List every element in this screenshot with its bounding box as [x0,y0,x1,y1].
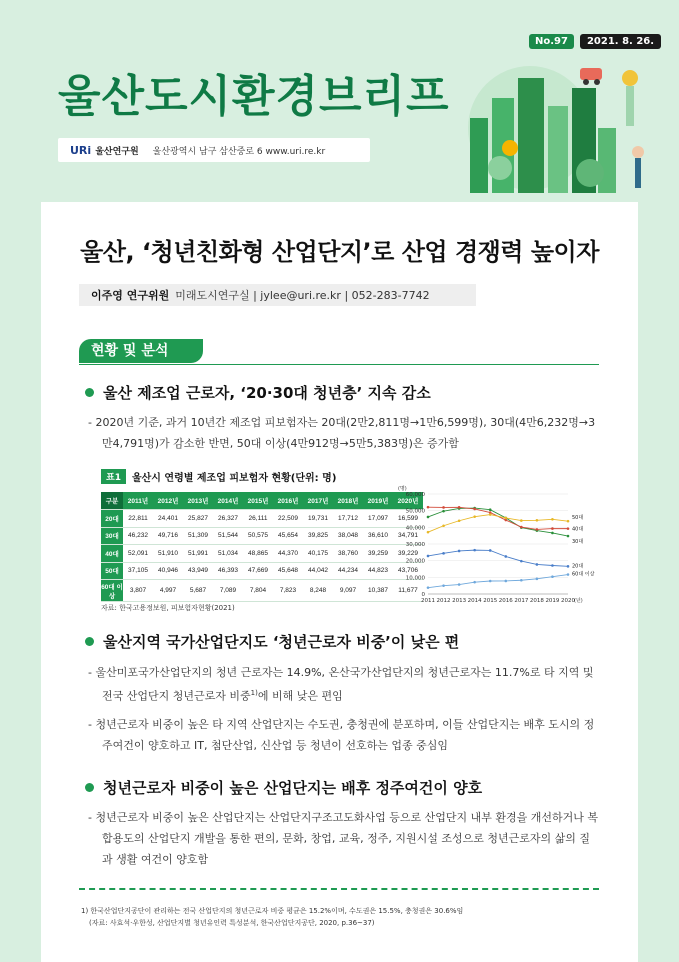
org-address: 울산광역시 남구 삼산중로 6 www.uri.re.kr [152,146,326,157]
chart-point [427,586,430,589]
chart-xtick-label: 2020 [561,598,575,604]
paragraph-1: - 2020년 기준, 과거 10년간 제조업 피보험자는 20대(2만2,811명→1만6,599명), 30대(4만6,232명→3만4,791명)가 감소한 반면, 50대 이상(4만912명→5만5,383명)은 증가함 [88,416,596,450]
bullet-heading-2 [85,631,459,652]
paragraph-2a [88,662,600,707]
chart-ytick-label: 60,000 [405,492,425,498]
footnote-line-2: (자료: 사효석·우한성, 산업단지별 청년유인력 특성분석, 한국산업단지공단, 2020, p.36~37) [89,919,375,927]
table-cell: 38,760 [333,545,363,563]
chart-ytick-label: 40,000 [405,525,425,532]
brief-title: 울산도시환경브리프 [58,71,450,122]
table-cell: 51,309 [183,527,213,545]
chart-point [427,506,430,509]
table-header-year: 2017년 [303,492,333,510]
chart-series-label: 50대 [572,515,584,522]
table-cell: 22,509 [273,510,303,528]
table-cell: 19,731 [303,510,333,528]
issue-date-badge: 2021. 8. 26. [580,34,661,49]
chart-point [520,560,523,563]
chart-point [567,527,570,530]
chart-point [473,508,476,511]
data-table [101,492,423,602]
bullet-heading-1-text: 울산 제조업 근로자, ‘20·30대 청년층’ 지속 감소 [103,384,431,402]
chart-xtick-label: 2014 [467,598,482,604]
table-cell: 36,610 [363,527,393,545]
table-cell: 39,229 [393,545,423,563]
table-cell: 43,706 [393,562,423,580]
table-row-header: 40대 [101,545,123,563]
chart-ytick-label: 0 [421,592,425,598]
chart-point [567,520,570,523]
table-cell: 25,827 [183,510,213,528]
table-header-year: 2014년 [213,492,243,510]
table-row [101,562,423,580]
table-header-year: 2018년 [333,492,363,510]
table-header-year: 2015년 [243,492,273,510]
table-cell: 4,997 [153,580,183,602]
chart-point [536,563,539,566]
table-header-year: 2012년 [153,492,183,510]
chart-series-label: 30대 [572,539,584,546]
table-cell: 43,949 [183,562,213,580]
chart-point [536,528,539,531]
chart-ytick-label: 30,000 [405,542,425,548]
table-row [101,580,423,602]
chart-point [473,581,476,584]
table-header-label: 구분 [101,492,123,510]
author-name: 이주영 연구위원 [91,289,170,302]
table-row [101,510,423,528]
chart-ytick-label: 50,000 [405,508,425,515]
chart-point [442,552,445,555]
chart-point [504,580,507,583]
chart-xtick-label: 2019 [545,598,560,604]
footnote-ref: 1) [250,689,258,697]
chart-xtick-label: 2011 [421,598,435,604]
chart-ytick-label: 20,000 [405,558,425,565]
chart-point [442,506,445,509]
paragraph-3: - 청년근로자 비중이 높은 산업단지는 산업단지구조고도화사업 등으로 산업단지 내부 환경을 개선하거나 복합용도의 산업단지 개발을 통한 편의, 문화, 창업, 교육, 정주, 지원시설 조성으로 청년근로자의 삶의 질과 생활 여건이 양호함 [88,811,598,866]
chart-series-line [428,515,568,533]
chart-xlabel-suffix: (년) [574,598,583,604]
chart-ylabel: (명) [398,486,407,492]
article-headline: 울산, ‘청년친화형 산업단지’로 산업 경쟁력 높이자 [80,238,599,266]
table-cell: 46,393 [213,562,243,580]
chart-series-line [428,550,568,566]
table-cell: 38,048 [333,527,363,545]
table-cell: 16,599 [393,510,423,528]
chart-point [551,575,554,578]
chart-series-label: 40대 [572,526,584,533]
chart-point [567,565,570,568]
table-source: 자료: 한국고용정보원, 피보험자현황(2021) [101,604,235,612]
table-cell: 7,089 [213,580,243,602]
table-cell: 44,042 [303,562,333,580]
table-caption-text: 울산시 연령별 제조업 피보험자 현황(단위: 명) [131,473,337,484]
table-row [101,545,423,563]
chart-point [520,526,523,529]
chart-xtick-label: 2017 [514,598,529,604]
table-cell: 22,811 [123,510,153,528]
bullet-heading-2-text: 울산지역 국가산업단지도 ‘청년근로자 비중’이 낮은 편 [103,633,460,651]
chart-point [458,519,461,522]
paragraph-2b: - 청년근로자 비중이 높은 타 지역 산업단지는 수도권, 충청권에 분포하며, 이들 산업단지는 배후 도시의 정주여건이 양호하고 IT, 첨단산업, 신산업 등 청년이 선호하는 업종 중심임 [88,718,595,752]
chart-point [504,517,507,520]
chart-point [567,573,570,576]
table-cell: 48,865 [243,545,273,563]
chart-point [504,555,507,558]
bullet-heading-1 [85,382,431,403]
table-cell: 11,677 [393,580,423,602]
table-cell: 9,097 [333,580,363,602]
table-cell: 51,991 [183,545,213,563]
table-cell: 46,232 [123,527,153,545]
table-header-year: 2019년 [363,492,393,510]
table-cell: 51,910 [153,545,183,563]
table-cell: 44,823 [363,562,393,580]
author-box [79,284,476,306]
chart-point [442,584,445,587]
bullet-heading-3-text: 청년근로자 비중이 높은 산업단지는 배후 정주여건이 양호 [103,779,483,797]
table-cell: 40,946 [153,562,183,580]
issue-badges [529,34,661,49]
chart-point [489,513,492,516]
table-cell: 17,712 [333,510,363,528]
chart-point [536,578,539,581]
table-cell: 45,654 [273,527,303,545]
city-illustration [440,48,660,208]
chart-series-line [428,575,568,588]
table-header-year: 2011년 [123,492,153,510]
table-cell: 3,807 [123,580,153,602]
chart-xtick-label: 2016 [498,598,513,604]
table-label: 표1 [101,469,126,484]
paragraph-2a-end: 에 비해 낮은 편임 [257,689,343,703]
chart-point [427,555,430,558]
table-cell: 49,716 [153,527,183,545]
chart-point [551,518,554,521]
table-cell: 26,111 [243,510,273,528]
document-paper [41,202,638,962]
org-name: 울산연구원 [95,146,139,157]
table-cell: 7,823 [273,580,303,602]
table-header-year: 2016년 [273,492,303,510]
table-cell: 24,401 [153,510,183,528]
chart-point [427,516,430,519]
table-row-header: 50대 [101,562,123,580]
chart-point [427,531,430,534]
footnote-line-1: 1) 한국산업단지공단이 관리하는 전국 산업단지의 청년근로자 비중 평균은 15.2%이며, 수도권은 15.5%, 충청권은 30.6%임 [81,907,464,915]
table-cell: 47,669 [243,562,273,580]
chart-point [473,515,476,518]
table-row-header: 30대 [101,527,123,545]
chart-point [458,550,461,553]
table-cell: 10,387 [363,580,393,602]
table-cell: 39,259 [363,545,393,563]
table-cell: 50,575 [243,527,273,545]
chart-point [520,579,523,582]
table-cell: 17,097 [363,510,393,528]
chart-point [551,527,554,530]
footnote-divider [79,888,599,890]
chart-series-label: 60대 이상 [572,571,595,578]
table-cell: 51,544 [213,527,243,545]
bullet-heading-3 [85,777,482,798]
table-row [101,527,423,545]
chart-series-line [428,508,568,536]
section-title: 현황 및 분석 [79,339,203,363]
issue-number-badge: No.97 [529,34,574,49]
chart-point [551,564,554,567]
table-cell: 34,791 [393,527,423,545]
table-cell: 51,034 [213,545,243,563]
table-cell: 52,091 [123,545,153,563]
chart-point [551,532,554,535]
chart-series-label: 20대 [572,563,584,570]
bullet-dot-icon [85,637,94,646]
chart-point [489,549,492,552]
table-cell: 45,648 [273,562,303,580]
table-cell: 26,327 [213,510,243,528]
table-cell: 40,175 [303,545,333,563]
table-header-year: 2013년 [183,492,213,510]
bullet-dot-icon [85,783,94,792]
chart-point [536,519,539,522]
chart-point [520,519,523,522]
chart-point [489,580,492,583]
author-info: 미래도시연구실 | jylee@uri.re.kr | 052-283-7742 [175,289,430,302]
chart-xtick-label: 2013 [452,598,467,604]
line-chart [390,482,605,610]
footnote [81,905,606,929]
table-cell: 44,370 [273,545,303,563]
paragraph-2a-text: - 울산미포국가산업단지의 청년 근로자는 14.9%, 온산국가산업단지의 청년근로자는 11.7%로 타 지역 및 전국 산업단지 청년근로자 비중 [88,666,594,703]
table-cell: 8,248 [303,580,333,602]
org-logo: URi [70,143,92,157]
chart-point [567,535,570,538]
table-cell: 39,825 [303,527,333,545]
chart-xtick-label: 2015 [483,598,498,604]
table-cell: 37,105 [123,562,153,580]
chart-ytick-label: 10,000 [405,575,425,582]
table-cell: 7,804 [243,580,273,602]
bullet-dot-icon [85,388,94,397]
chart-xtick-label: 2012 [436,598,451,604]
table-header-year: 2020년 [393,492,423,510]
table-caption [101,469,336,484]
org-bar [58,138,370,162]
table-cell: 5,687 [183,580,213,602]
section-divider [79,364,599,365]
chart-point [442,524,445,527]
table-cell: 44,234 [333,562,363,580]
chart-point [458,506,461,509]
table-row-header: 20대 [101,510,123,528]
table-row-header: 60대 이상 [101,580,123,602]
chart-point [489,508,492,511]
chart-xtick-label: 2018 [529,598,544,604]
chart-point [473,549,476,552]
chart-point [458,583,461,586]
chart-point [442,510,445,513]
